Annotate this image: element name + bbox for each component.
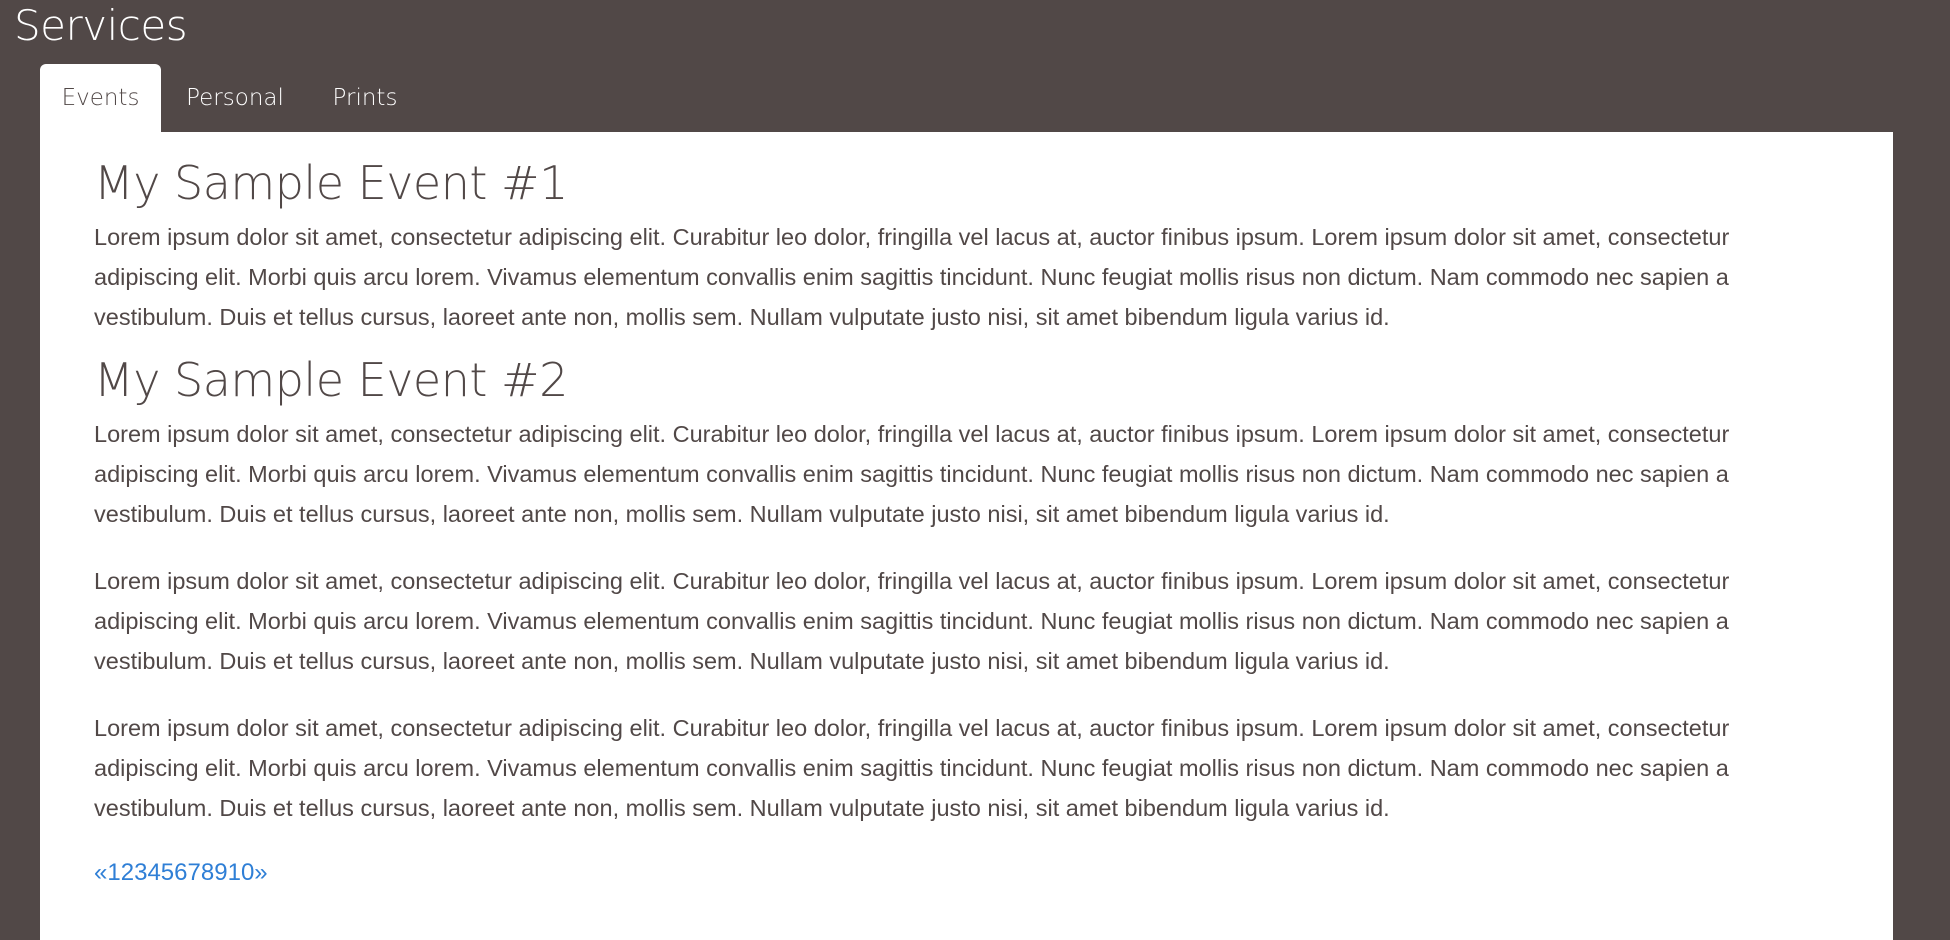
- pagination-page-1[interactable]: 1: [107, 859, 121, 886]
- tab-personal[interactable]: Personal: [186, 85, 284, 111]
- text-line: adipiscing elit. Morbi quis arcu lorem. Vivamus elementum convallis enim sagittis tincidunt. Nunc feugiat mollis risus non dictum. Nam commodo nec sapien a: [94, 755, 1729, 781]
- tab-content-panel: [40, 132, 1893, 940]
- services-tabs: [40, 64, 421, 132]
- text-line: Lorem ipsum dolor sit amet, consectetur adipiscing elit. Curabitur leo dolor, fringilla vel lacus at, auctor finibus ipsum. Lorem ipsum dolor sit amet, consectetur: [94, 715, 1730, 741]
- pagination-next[interactable]: »: [254, 859, 268, 886]
- events-list: [94, 132, 1893, 893]
- pagination-page-5[interactable]: 5: [160, 859, 175, 886]
- pagination-page-7[interactable]: 7: [187, 859, 201, 886]
- pagination-page-6[interactable]: 6: [174, 859, 188, 886]
- event-description: [94, 414, 1893, 534]
- pagination-prev[interactable]: «: [94, 859, 108, 886]
- event-description: [94, 708, 1893, 828]
- pagination-page-2[interactable]: 2: [120, 859, 135, 886]
- text-line: Lorem ipsum dolor sit amet, consectetur adipiscing elit. Curabitur leo dolor, fringilla vel lacus at, auctor finibus ipsum. Lorem ipsum dolor sit amet, consectetur: [94, 568, 1730, 594]
- pagination-page-10[interactable]: 10: [227, 859, 255, 886]
- text-line: Lorem ipsum dolor sit amet, consectetur adipiscing elit. Curabitur leo dolor, fringilla vel lacus at, auctor finibus ipsum. Lorem ipsum dolor sit amet, consectetur: [94, 224, 1730, 250]
- text-line: vestibulum. Duis et tellus cursus, laoreet ante non, mollis sem. Nullam vulputate justo nisi, sit amet bibendum ligula varius id.: [94, 501, 1390, 527]
- event-description: [94, 217, 1893, 337]
- pagination-page-4[interactable]: 4: [147, 859, 161, 886]
- page-title: Services: [14, 1, 188, 50]
- tab-events[interactable]: Events: [40, 64, 161, 132]
- text-line: Lorem ipsum dolor sit amet, consectetur adipiscing elit. Curabitur leo dolor, fringilla vel lacus at, auctor finibus ipsum. Lorem ipsum dolor sit amet, consectetur: [94, 421, 1730, 447]
- pagination-page-3[interactable]: 3: [134, 859, 148, 886]
- text-line: vestibulum. Duis et tellus cursus, laoreet ante non, mollis sem. Nullam vulputate justo nisi, sit amet bibendum ligula varius id.: [94, 304, 1390, 330]
- pagination-page-8[interactable]: 8: [200, 859, 215, 886]
- tab-prints[interactable]: Prints: [332, 85, 398, 111]
- text-line: adipiscing elit. Morbi quis arcu lorem. Vivamus elementum convallis enim sagittis tincidunt. Nunc feugiat mollis risus non dictum. Nam commodo nec sapien a: [94, 264, 1729, 290]
- event-description: [94, 561, 1893, 681]
- event-title: My Sample Event #2: [94, 353, 568, 407]
- text-line: vestibulum. Duis et tellus cursus, laoreet ante non, mollis sem. Nullam vulputate justo nisi, sit amet bibendum ligula varius id.: [94, 795, 1390, 821]
- text-line: vestibulum. Duis et tellus cursus, laoreet ante non, mollis sem. Nullam vulputate justo nisi, sit amet bibendum ligula varius id.: [94, 648, 1390, 674]
- pagination: [94, 853, 1893, 893]
- pagination-page-9[interactable]: 9: [214, 859, 228, 886]
- text-line: adipiscing elit. Morbi quis arcu lorem. Vivamus elementum convallis enim sagittis tincidunt. Nunc feugiat mollis risus non dictum. Nam commodo nec sapien a: [94, 461, 1729, 487]
- event-title: My Sample Event #1: [94, 156, 568, 210]
- text-line: adipiscing elit. Morbi quis arcu lorem. Vivamus elementum convallis enim sagittis tincidunt. Nunc feugiat mollis risus non dictum. Nam commodo nec sapien a: [94, 608, 1729, 634]
